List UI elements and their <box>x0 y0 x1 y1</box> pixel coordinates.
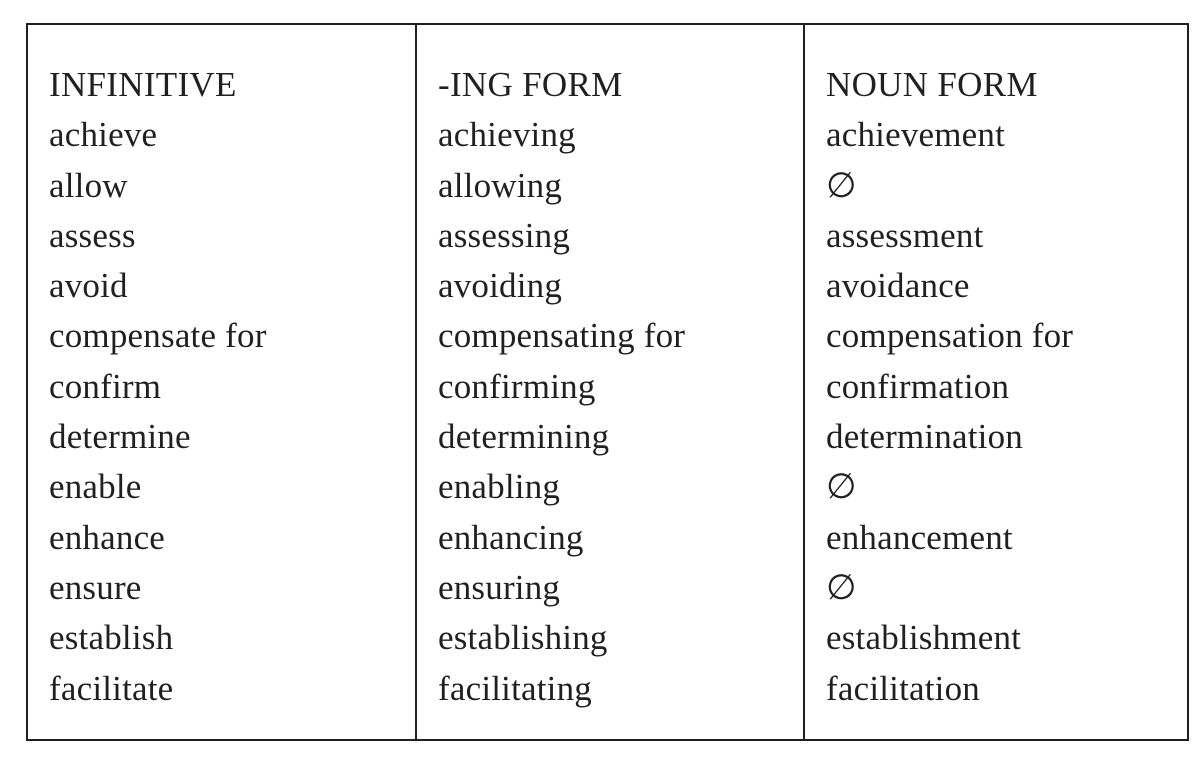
table-cell: ensuring <box>438 567 561 607</box>
table-cell: ∅ <box>826 567 857 607</box>
table-cell: avoidance <box>826 266 970 306</box>
table-cell: establish <box>49 618 174 658</box>
table-cell: determination <box>826 417 1023 457</box>
table-cell: ∅ <box>826 467 857 507</box>
column-header: -ING FORM <box>438 65 623 104</box>
table-cell: confirming <box>438 366 596 406</box>
table-cell: avoiding <box>438 266 563 306</box>
table-cell: ∅ <box>826 165 857 205</box>
word-forms-table <box>26 23 1189 741</box>
table-cell: achieve <box>49 115 158 155</box>
column-header: NOUN FORM <box>826 65 1038 104</box>
table-cell: facilitate <box>49 668 174 708</box>
column-noun-form <box>803 25 1187 739</box>
column-ing-form <box>415 25 803 739</box>
table-cell: allow <box>49 165 128 205</box>
table-cell: assessment <box>826 215 984 255</box>
table-cell: assessing <box>438 215 571 255</box>
table-cell: confirmation <box>826 366 1010 406</box>
table-cell: determining <box>438 417 610 457</box>
table-cell: avoid <box>49 266 128 306</box>
table-cell: establishment <box>826 618 1022 658</box>
table-cell: facilitation <box>826 668 981 708</box>
table-cell: enable <box>49 467 142 507</box>
table-cell: establishing <box>438 618 608 658</box>
table-cell: enhancing <box>438 517 584 557</box>
table-cell: achievement <box>826 115 1006 155</box>
table-cell: enabling <box>438 467 561 507</box>
table-cell: confirm <box>49 366 162 406</box>
table-cell: enhancement <box>826 517 1013 557</box>
table-cell: compensate for <box>49 316 267 356</box>
table-cell: ensure <box>49 567 142 607</box>
column-header: INFINITIVE <box>49 65 237 104</box>
table-cell: assess <box>49 215 136 255</box>
table-cell: enhance <box>49 517 166 557</box>
column-infinitive <box>28 25 415 739</box>
table-cell: achieving <box>438 115 576 155</box>
table-cell: compensation for <box>826 316 1074 356</box>
table-cell: compensating for <box>438 316 686 356</box>
table-cell: allowing <box>438 165 563 205</box>
table-cell: determine <box>49 417 191 457</box>
table-cell: facilitating <box>438 668 593 708</box>
